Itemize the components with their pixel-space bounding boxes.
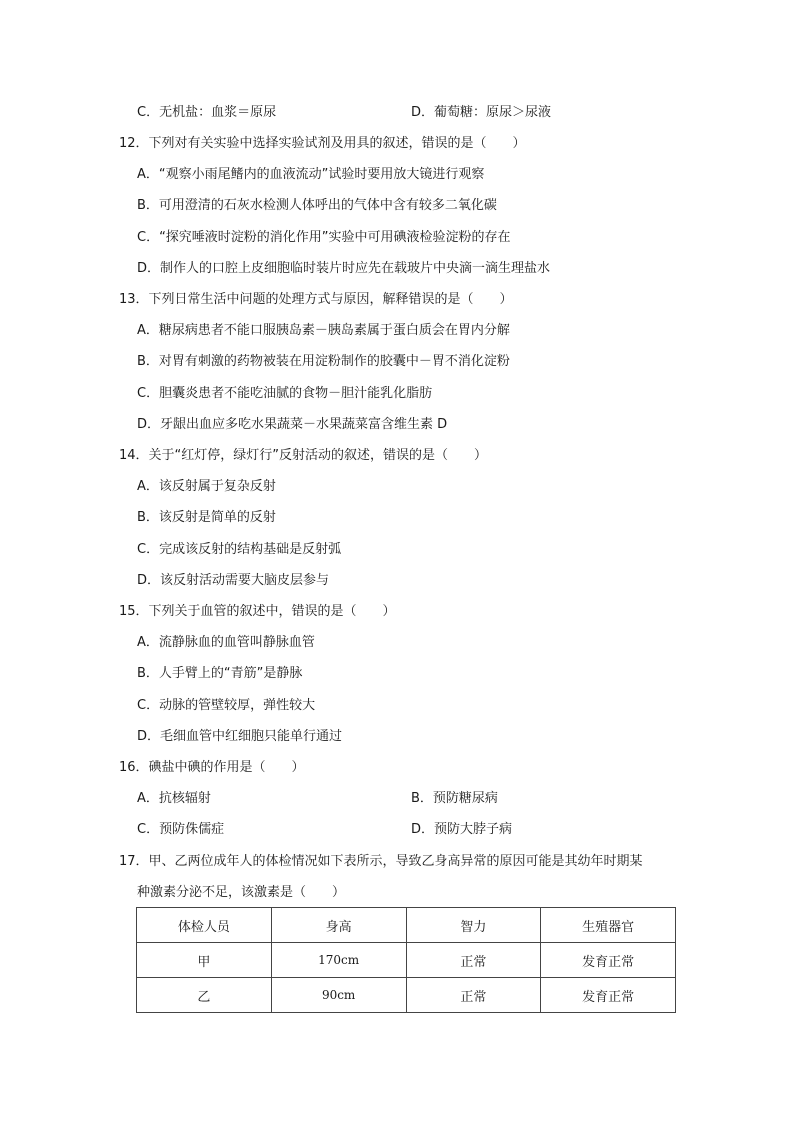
table-cell: 正常 bbox=[406, 978, 541, 1013]
q13-option-b: B．对胃有刺激的药物被装在用淀粉制作的胶囊中－胃不消化淀粉 bbox=[137, 354, 510, 369]
question-17-stem: 17．甲、乙两位成年人的体检情况如下表所示，导致乙身高异常的原因可能是其幼年时期某 bbox=[119, 854, 643, 869]
q16-option-c: C．预防侏儒症 bbox=[137, 822, 225, 837]
checkup-table bbox=[136, 907, 676, 1013]
q14-option-c: C．完成该反射的结构基础是反射弧 bbox=[137, 542, 342, 557]
q14-option-d: D．该反射活动需要大脑皮层参与 bbox=[137, 573, 330, 588]
table-header-cell: 智力 bbox=[406, 908, 541, 943]
q15-option-a: A．流静脉血的血管叫静脉血管 bbox=[137, 635, 315, 650]
question-17-stem-continued: 种激素分泌不足，该激素是（ ） bbox=[137, 885, 346, 900]
table-cell: 正常 bbox=[406, 943, 541, 978]
table-header-cell: 体检人员 bbox=[137, 908, 272, 943]
question-14-stem: 14．关于“红灯停，绿灯行”反射活动的叙述，错误的是（ ） bbox=[119, 448, 488, 463]
q16-option-b: B．预防糖尿病 bbox=[411, 791, 498, 806]
question-13-stem: 13．下列日常生活中问题的处理方式与原因，解释错误的是（ ） bbox=[119, 292, 513, 307]
q16-option-a: A．抗核辐射 bbox=[137, 791, 211, 806]
q15-option-b: B．人手臂上的“青筋”是静脉 bbox=[137, 666, 303, 681]
question-15-stem: 15．下列关于血管的叙述中，错误的是（ ） bbox=[119, 604, 396, 619]
q15-option-d: D．毛细血管中红细胞只能单行通过 bbox=[137, 729, 343, 744]
table-header-cell: 生殖器官 bbox=[541, 908, 676, 943]
q14-option-a: A．该反射属于复杂反射 bbox=[137, 479, 276, 494]
q13-option-d: D．牙龈出血应多吃水果蔬菜－水果蔬菜富含维生素 D bbox=[137, 417, 448, 432]
q13-option-c: C．胆囊炎患者不能吃油腻的食物－胆汁能乳化脂肪 bbox=[137, 386, 433, 401]
q13-option-a: A．糖尿病患者不能口服胰岛素－胰岛素属于蛋白质会在胃内分解 bbox=[137, 323, 510, 338]
table-cell: 乙 bbox=[137, 978, 272, 1013]
question-12-stem: 12．下列对有关实验中选择实验试剂及用具的叙述，错误的是（ ） bbox=[119, 136, 526, 151]
table-cell: 甲 bbox=[137, 943, 272, 978]
q16-option-d: D．预防大脖子病 bbox=[411, 822, 513, 837]
table-row bbox=[137, 978, 676, 1013]
q11-option-c: C．无机盐：血浆＝原尿 bbox=[137, 105, 277, 120]
q12-option-d: D．制作人的口腔上皮细胞临时装片时应先在载玻片中央滴一滴生理盐水 bbox=[137, 261, 551, 276]
q12-option-b: B．可用澄清的石灰水检测人体呼出的气体中含有较多二氧化碳 bbox=[137, 198, 497, 213]
table-row bbox=[137, 943, 676, 978]
question-16-stem: 16．碘盐中碘的作用是（ ） bbox=[119, 760, 305, 775]
q14-option-b: B．该反射是简单的反射 bbox=[137, 510, 276, 525]
table-cell: 发育正常 bbox=[541, 978, 676, 1013]
table-header-row bbox=[137, 908, 676, 943]
table-cell: 发育正常 bbox=[541, 943, 676, 978]
q12-option-a: A．“观察小雨尾鳍内的血液流动”试验时要用放大镜进行观察 bbox=[137, 167, 485, 182]
q15-option-c: C．动脉的管壁较厚，弹性较大 bbox=[137, 698, 316, 713]
table-header-cell: 身高 bbox=[271, 908, 406, 943]
table-cell: 90cm bbox=[271, 978, 406, 1013]
table-cell: 170cm bbox=[271, 943, 406, 978]
q11-option-d: D．葡萄糖：原尿＞尿液 bbox=[411, 105, 552, 120]
q12-option-c: C．“探究唾液时淀粉的消化作用”实验中可用碘液检验淀粉的存在 bbox=[137, 230, 511, 245]
